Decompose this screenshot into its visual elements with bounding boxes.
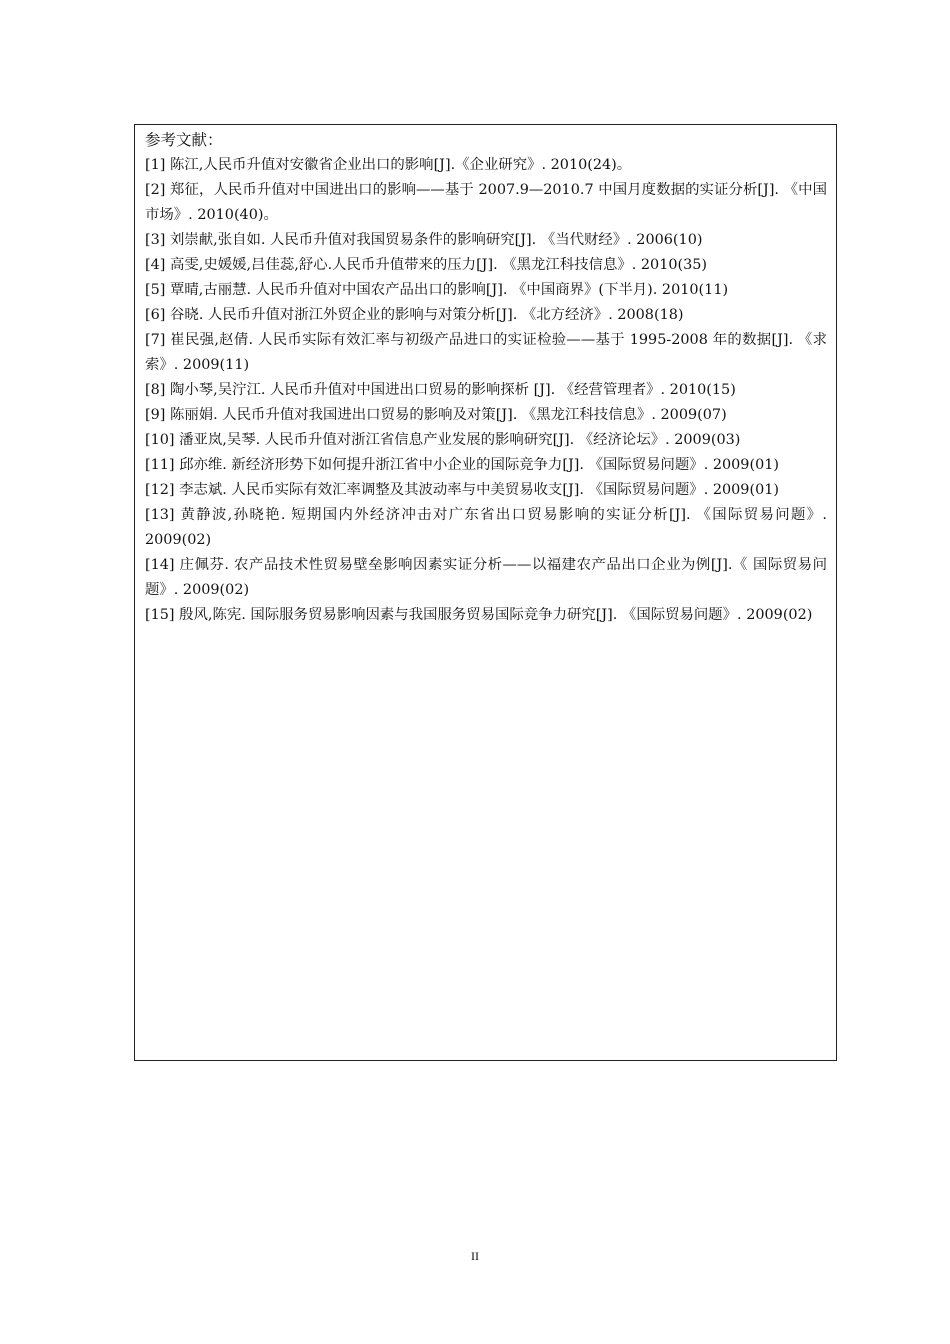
reference-item-15: [15] 殷风,陈宪. 国际服务贸易影响因素与我国服务贸易国际竞争力研究[J]. 《国际贸易问题》. 2009(02) [145,607,813,623]
reference-item-7: [7] 崔民强,赵倩. 人民币实际有效汇率与初级产品进口的实证检验——基于 1995-2008 年的数据[J]. 《求索》. 2009(11) [145,332,827,373]
reference-item-12: [12] 李志斌. 人民币实际有效汇率调整及其波动率与中美贸易收支[J]. 《国际贸易问题》. 2009(01) [145,482,780,498]
page-number: II [471,1249,479,1263]
reference-item-14: [14] 庄佩芬. 农产品技术性贸易壁垒影响因素实证分析——以福建农产品出口企业为例[J].《 国际贸易问题》. 2009(02) [145,557,827,598]
reference-item-3: [3] 刘崇献,张自如. 人民币升值对我国贸易条件的影响研究[J]. 《当代财经》. 2006(10) [145,232,703,248]
reference-item-13: [13] 黄静波,孙晓艳. 短期国内外经济冲击对广东省出口贸易影响的实证分析[J]. 《国际贸易问题》. 2009(02) [145,507,827,548]
reference-item-5: [5] 覃晴,古丽慧. 人民币升值对中国农产品出口的影响[J]. 《中国商界》(下半月). 2010(11) [145,282,729,298]
references-box [134,124,837,1061]
reference-item-1: [1] 陈江,人民币升值对安徽省企业出口的影响[J].《企业研究》. 2010(24)。 [145,157,632,173]
reference-item-6: [6] 谷晓. 人民币升值对浙江外贸企业的影响与对策分析[J]. 《北方经济》. 2008(18) [145,307,684,323]
references-heading: 参考文献： [145,131,223,149]
references-content [145,128,827,628]
reference-item-2: [2] 郑征，人民币升值对中国进出口的影响——基于 2007.9—2010.7 中国月度数据的实证分析[J]. 《中国市场》. 2010(40)。 [145,182,827,223]
reference-item-10: [10] 潘亚岚,吴琴. 人民币升值对浙江省信息产业发展的影响研究[J]. 《经济论坛》. 2009(03) [145,432,741,448]
reference-item-8: [8] 陶小琴,吴泞江. 人民币升值对中国进出口贸易的影响探析 [J]. 《经营管理者》. 2010(15) [145,382,736,398]
reference-item-11: [11] 邱亦维. 新经济形势下如何提升浙江省中小企业的国际竞争力[J]. 《国际贸易问题》. 2009(01) [145,457,780,473]
reference-item-9: [9] 陈丽娟. 人民币升值对我国进出口贸易的影响及对策[J]. 《黑龙江科技信息》. 2009(07) [145,407,727,423]
reference-item-4: [4] 高雯,史媛媛,吕佳蕊,舒心.人民币升值带来的压力[J]. 《黑龙江科技信息》. 2010(35) [145,257,708,273]
